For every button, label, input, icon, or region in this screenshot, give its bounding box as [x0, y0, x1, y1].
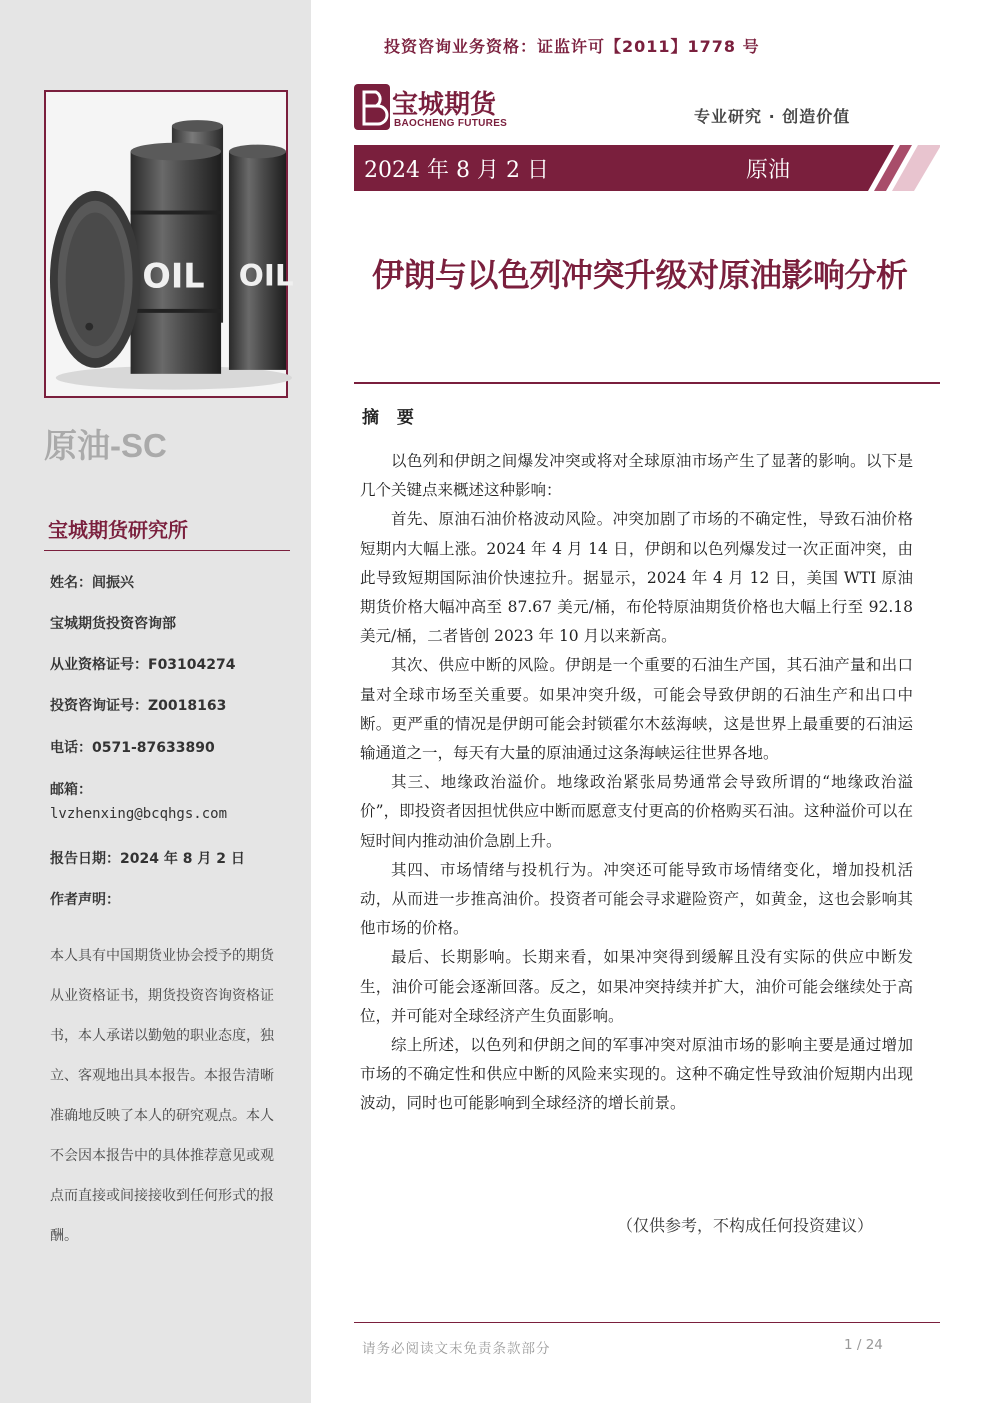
statement-label: 作者声明： — [50, 892, 120, 908]
consult-no: 投资咨询证号：Z0018163 — [50, 698, 227, 714]
title-divider — [354, 382, 940, 384]
logo-cn-text: 宝城期货 — [392, 90, 497, 120]
email-label: 邮箱： — [50, 782, 92, 798]
footer-divider — [354, 1322, 940, 1323]
oil-barrels-image — [44, 90, 294, 398]
logo-mark-icon — [354, 84, 390, 130]
author-statement: 本人具有中国期货业协会授予的期货从业资格证书，期货投资咨询资格证书，本人承诺以勤勉的职业态度，独立、客观地出具本报告。本报告清晰准确地反映了本人的研究观点。本人不会因本报告中的具体推荐意见或观点而直接或间接接收到任何形式的报酬。 — [50, 948, 274, 1244]
logo-en-text: BAOCHENG FUTURES — [394, 118, 508, 129]
barrel-label: OIL — [142, 256, 205, 296]
disclaimer: （仅供参考，不构成任何投资建议） — [617, 1216, 874, 1235]
page-number: 1 / 24 — [844, 1337, 883, 1353]
abstract-body — [360, 447, 913, 1119]
department: 宝城期货投资咨询部 — [50, 616, 176, 632]
date-category-banner — [354, 145, 940, 191]
paragraph: 首先、原油石油价格波动风险。冲突加剧了市场的不确定性，导致石油价格短期内大幅上涨。2024 年 4 月 14 日，伊朗和以色列爆发过一次正面冲突，由此导致短期国际油价快速拉升。据显示，2024 年 4 月 12 日，美国 WTI 原油期货价格大幅冲高至 87.67 美元/桶，布伦特原油期货价格也大幅上行至 92.18 美元/桶，二者皆创 2023 年 10 月以来新高。 — [360, 510, 913, 646]
license-line: 投资咨询业务资格：证监许可【2011】1778 号 — [384, 37, 760, 56]
sidebar — [0, 0, 311, 1403]
divider — [44, 550, 290, 551]
report-category: 原油 — [746, 158, 791, 183]
product-title: 原油-SC — [44, 427, 167, 464]
paragraph: 其四、市场情绪与投机行为。冲突还可能导致市场情绪变化，增加投机活动，从而进一步推高油价。投资者可能会寻求避险资产，如黄金，这也会影响其他市场的价格。 — [360, 860, 913, 938]
email-link[interactable]: lvzhenxing@bcqhgs.com — [50, 806, 228, 822]
slogan: 专业研究 · 创造价值 — [694, 107, 851, 126]
analyst-name: 姓名：闾振兴 — [50, 575, 134, 591]
phone: 电话：0571-87633890 — [50, 740, 215, 756]
paragraph: 以色列和伊朗之间爆发冲突或将对全球原油市场产生了显著的影响。以下是几个关键点来概述这种影响： — [360, 452, 913, 500]
report-date: 报告日期：2024 年 8 月 2 日 — [50, 851, 245, 867]
paragraph: 其次、供应中断的风险。伊朗是一个重要的石油生产国，其石油产量和出口量对全球市场至关重要。如果冲突升级，可能会导致伊朗的石油生产和出口中断。更严重的情况是伊朗可能会封锁霍尔木兹海峡，这是世界上最重要的石油运输通道之一，每天有大量的原油通过这条海峡运往世界各地。 — [360, 656, 913, 763]
report-date-banner: 2024 年 8 月 2 日 — [364, 158, 549, 183]
report-title: 伊朗与以色列冲突升级对原油影响分析 — [372, 256, 908, 294]
barrel-label: OIL — [238, 258, 294, 293]
footer-note: 请务必阅读文末免责条款部分 — [362, 1341, 551, 1357]
paragraph: 最后、长期影响。长期来看，如果冲突得到缓解且没有实际的供应中断发生，油价可能会逐渐回落。反之，如果冲突持续并扩大，油价可能会继续处于高位，并可能对全球经济产生负面影响。 — [360, 948, 913, 1025]
qualification-no: 从业资格证号：F03104274 — [50, 657, 236, 673]
paragraph: 综上所述，以色列和伊朗之间的军事冲突对原油市场的影响主要是通过增加市场的不确定性和供应中断的风险来实现的。这种不确定性导致油价短期内出现波动，同时也可能影响到全球经济的增长前景。 — [360, 1036, 913, 1113]
abstract-heading: 摘 要 — [362, 408, 420, 428]
paragraph: 其三、地缘政治溢价。地缘政治紧张局势通常会导致所谓的“地缘政治溢价”，即投资者因担忧供应中断而愿意支付更高的价格购买石油。这种溢价可以在短时间内推动油价急剧上升。 — [360, 773, 913, 850]
institute-name: 宝城期货研究所 — [48, 518, 188, 542]
